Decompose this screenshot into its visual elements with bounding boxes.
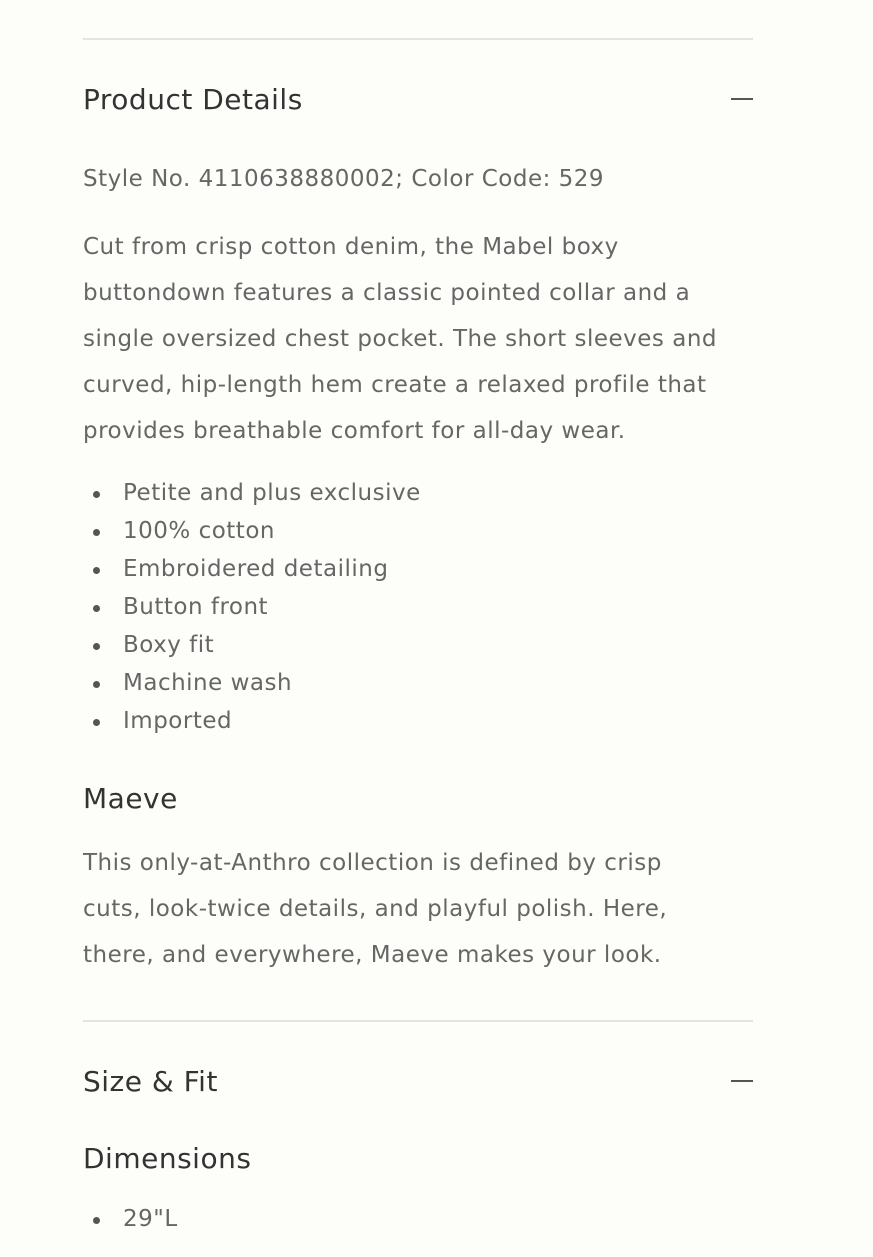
list-item: 100% cotton bbox=[83, 512, 753, 550]
style-number-line: Style No. 4110638880002; Color Code: 529 bbox=[83, 166, 605, 192]
list-item: Embroidered detailing bbox=[83, 550, 753, 588]
feature-list bbox=[83, 474, 753, 740]
top-divider bbox=[83, 38, 753, 40]
list-item: 29"L bbox=[83, 1200, 753, 1238]
minus-icon[interactable] bbox=[731, 98, 753, 100]
list-item: Imported bbox=[83, 702, 753, 740]
dimensions-list bbox=[83, 1200, 753, 1238]
brand-title: Maeve bbox=[83, 782, 178, 815]
product-details-header[interactable] bbox=[83, 68, 753, 130]
list-item: Button front bbox=[83, 588, 753, 626]
size-fit-title: Size & Fit bbox=[83, 1064, 218, 1098]
section-divider bbox=[83, 1020, 753, 1022]
list-item: Boxy fit bbox=[83, 626, 753, 664]
brand-description: This only-at-Anthro collection is defined by crisp cuts, look-twice details, and playful polish. Here, there, and everywhere, Maeve makes your look. bbox=[83, 850, 668, 968]
dimensions-title: Dimensions bbox=[83, 1142, 252, 1175]
minus-icon[interactable] bbox=[731, 1080, 753, 1082]
list-item: Petite and plus exclusive bbox=[83, 474, 753, 512]
product-details-title: Product Details bbox=[83, 82, 303, 116]
product-description: Cut from crisp cotton denim, the Mabel boxy buttondown features a classic pointed collar and a single oversized chest pocket. The short sleeves and curved, hip-length hem create a relaxed profile that provides breathable comfort for all-day wear. bbox=[83, 234, 717, 444]
list-item: Machine wash bbox=[83, 664, 753, 702]
size-fit-header[interactable] bbox=[83, 1050, 753, 1112]
